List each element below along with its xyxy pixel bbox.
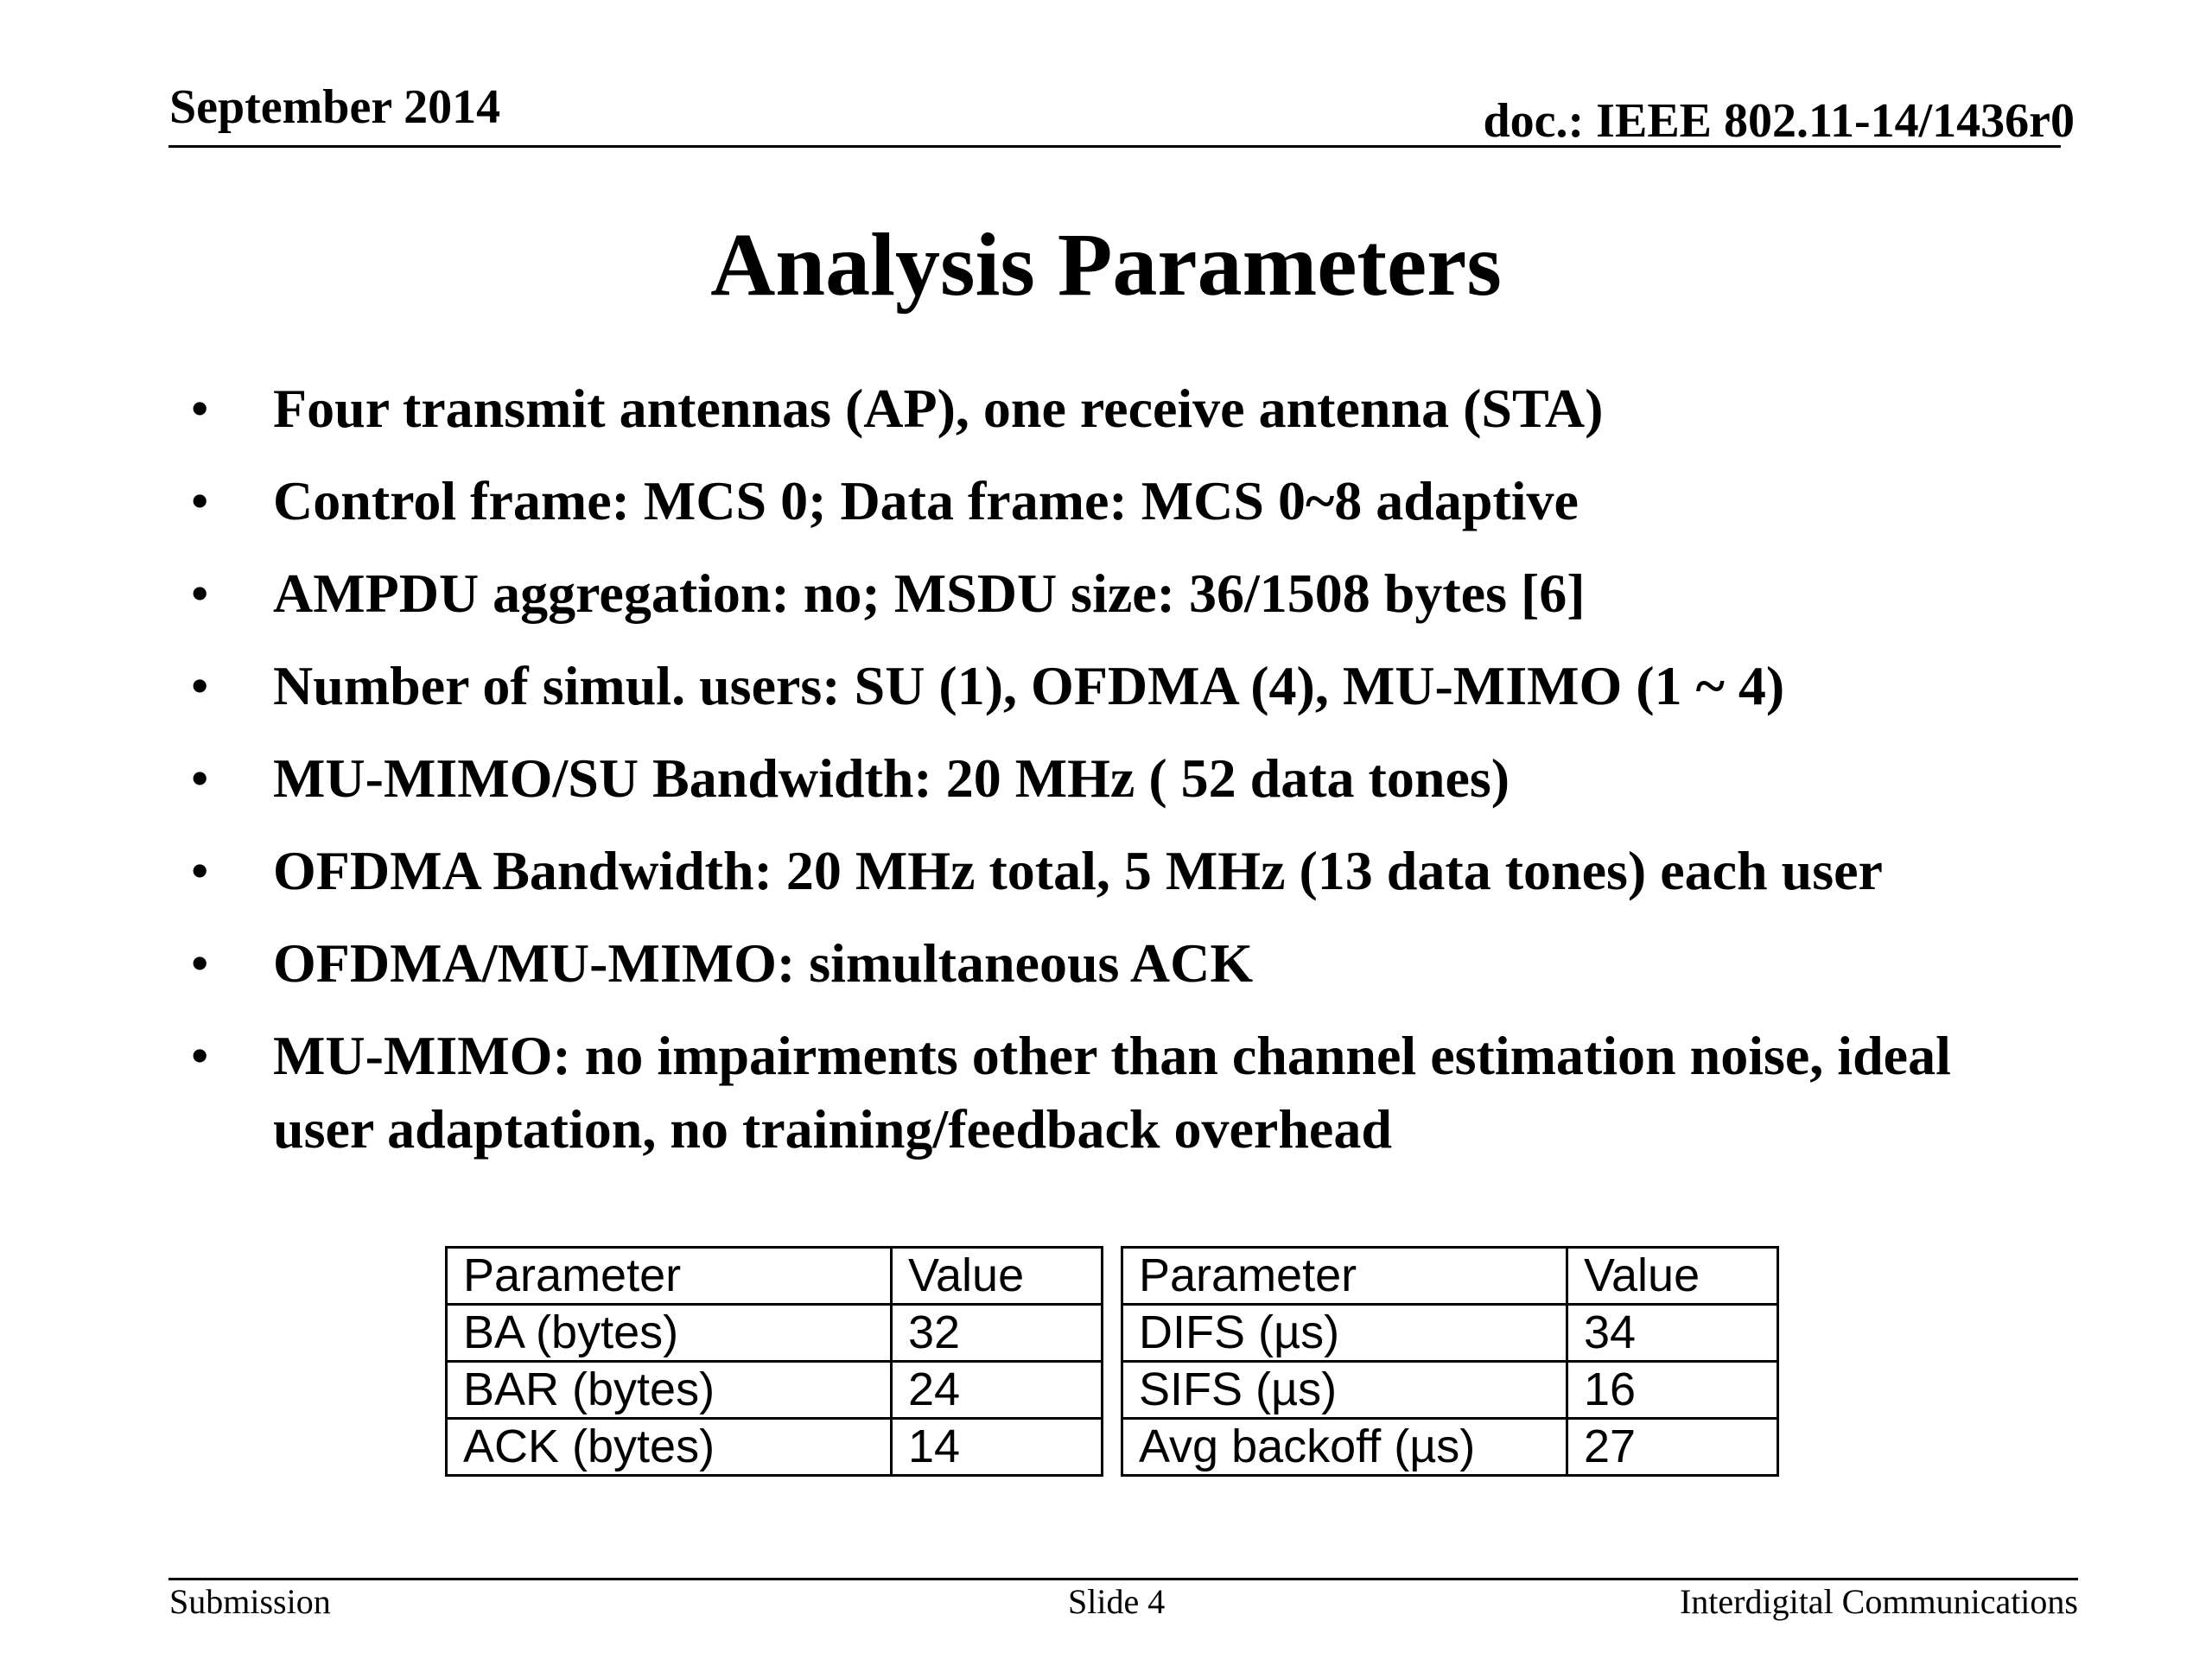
parameter-tables	[445, 1246, 1779, 1477]
bullet-text: MU-MIMO/SU Bandwidth: 20 MHz ( 52 data tones)	[273, 747, 1510, 809]
table-row	[1122, 1419, 1778, 1476]
bullet-marker: •	[190, 470, 210, 531]
bullet-item	[0, 834, 1951, 907]
footer-submission: Submission	[169, 1582, 331, 1621]
parameter-cell: BAR (bytes)	[447, 1362, 892, 1419]
value-cell: 32	[892, 1305, 1103, 1362]
table-row	[447, 1305, 1103, 1362]
value-cell: 16	[1567, 1362, 1778, 1419]
bullet-list	[0, 372, 1951, 1185]
table-row	[447, 1362, 1103, 1419]
bullet-item	[0, 926, 1951, 1000]
value-cell: 27	[1567, 1419, 1778, 1476]
bullet-text: AMPDU aggregation: no; MSDU size: 36/1508 bytes [6]	[273, 563, 1586, 624]
table-row	[447, 1419, 1103, 1476]
header-doc-id: doc.: IEEE 802.11-14/1436r0	[1483, 94, 2075, 148]
bullet-marker: •	[190, 932, 210, 994]
bullet-marker: •	[190, 747, 210, 809]
value-cell: 24	[892, 1362, 1103, 1419]
parameter-cell: Avg backoff (µs)	[1122, 1419, 1567, 1476]
footer-rule	[168, 1578, 2078, 1580]
bullet-text: Number of simul. users: SU (1), OFDMA (4), MU-MIMO (1 ~ 4)	[273, 655, 1785, 716]
table-header-row	[1122, 1248, 1778, 1305]
parameter-cell: SIFS (µs)	[1122, 1362, 1567, 1419]
column-header-value: Value	[892, 1248, 1103, 1305]
column-header-parameter: Parameter	[1122, 1248, 1567, 1305]
header-date: September 2014	[169, 80, 501, 134]
table-header-row	[447, 1248, 1103, 1305]
bullet-marker: •	[190, 1025, 210, 1086]
bullet-item	[0, 556, 1951, 630]
bullet-marker: •	[190, 840, 210, 901]
bullet-item	[0, 741, 1951, 815]
bullet-item	[0, 1019, 1951, 1166]
parameter-cell: DIFS (µs)	[1122, 1305, 1567, 1362]
bullet-text: Control frame: MCS 0; Data frame: MCS 0~8 adaptive	[273, 470, 1579, 531]
parameter-cell: ACK (bytes)	[447, 1419, 892, 1476]
table-row	[1122, 1305, 1778, 1362]
value-cell: 34	[1567, 1305, 1778, 1362]
column-header-parameter: Parameter	[447, 1248, 892, 1305]
parameter-cell: BA (bytes)	[447, 1305, 892, 1362]
header-rule	[168, 145, 2061, 148]
timing-table	[1121, 1246, 1779, 1477]
bullet-text-continuation: user adaptation, no training/feedback overhead	[273, 1098, 1392, 1160]
frame-size-table	[445, 1246, 1103, 1477]
bullet-text: OFDMA/MU-MIMO: simultaneous ACK	[273, 932, 1254, 994]
bullet-marker: •	[190, 378, 210, 439]
slide-title: Analysis Parameters	[710, 215, 1502, 315]
bullet-text: OFDMA Bandwidth: 20 MHz total, 5 MHz (13 data tones) each user	[273, 840, 1883, 901]
footer-company: Interdigital Communications	[1679, 1582, 2078, 1621]
footer-slide-number: Slide 4	[1068, 1582, 1166, 1621]
bullet-marker: •	[190, 563, 210, 624]
bullet-item	[0, 649, 1951, 722]
bullet-text: MU-MIMO: no impairments other than channel estimation noise, ideal	[273, 1025, 1951, 1086]
column-header-value: Value	[1567, 1248, 1778, 1305]
bullet-marker: •	[190, 655, 210, 716]
bullet-item	[0, 372, 1951, 445]
value-cell: 14	[892, 1419, 1103, 1476]
bullet-item	[0, 464, 1951, 537]
table-row	[1122, 1362, 1778, 1419]
bullet-text: Four transmit antennas (AP), one receive antenna (STA)	[273, 378, 1604, 439]
